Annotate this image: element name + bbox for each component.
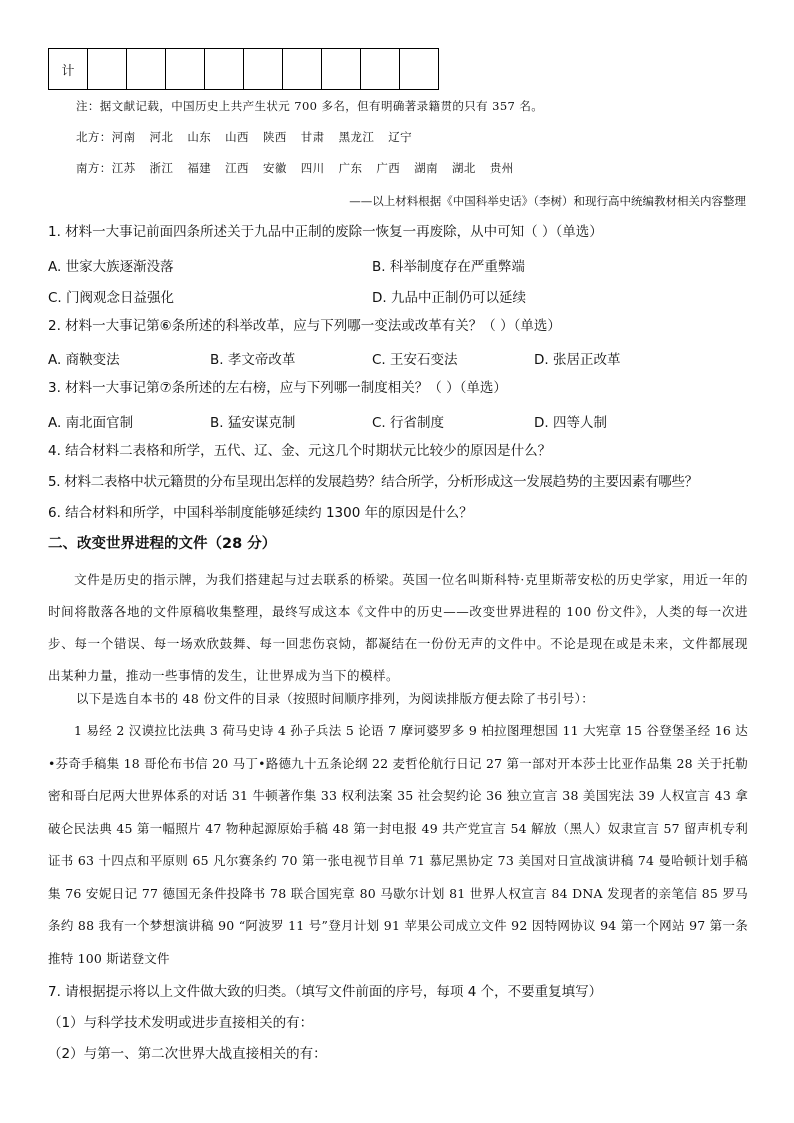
q3-option-d[interactable]: D. 四等人制 xyxy=(534,415,607,431)
question-4: 4. 结合材料二表格和所学，五代、辽、金、元这几个时期状元比较少的原因是什么？ xyxy=(48,443,552,459)
q2-option-b[interactable]: B. 孝文帝改革 xyxy=(210,352,296,368)
province-item: 广东 xyxy=(338,161,363,175)
section-heading-2: 二、改变世界进程的文件（28 分） xyxy=(48,536,277,552)
q2-option-a[interactable]: A. 商鞅变法 xyxy=(48,352,120,368)
province-item: 山西 xyxy=(225,130,249,144)
province-item: 辽宁 xyxy=(388,130,413,144)
table-note: 注：据文献记载，中国历史上共产生状元 700 多名，但有明确著录籍贯的只有 357 名。 xyxy=(76,99,544,113)
north-region-row xyxy=(76,128,426,146)
question-5: 5. 材料二表格中状元籍贯的分布呈现出怎样的发展趋势？结合所学，分析形成这一发展趋势的主要因素有哪些？ xyxy=(48,474,698,490)
q3-option-a[interactable]: A. 南北面官制 xyxy=(48,415,134,431)
q2-option-c[interactable]: C. 王安石变法 xyxy=(372,352,458,368)
intro-paragraph xyxy=(48,564,748,692)
table-cell xyxy=(127,49,166,90)
province-item: 陕西 xyxy=(262,130,287,144)
question-7: 7. 请根据提示将以上文件做大致的归类。（填写文件前面的序号，每项 4 个，不要重复填写） xyxy=(48,984,603,1000)
table-row xyxy=(49,49,439,90)
question-7-part-1: （1）与科学技术发明或进步直接相关的有： xyxy=(48,1015,314,1031)
q1-option-b[interactable]: B. 科举制度存在严重弊端 xyxy=(372,259,525,275)
q1-option-d[interactable]: D. 九品中正制仍可以延续 xyxy=(372,290,526,306)
province-item: 河南 xyxy=(111,130,136,144)
table-cell xyxy=(400,49,439,90)
source-citation: ——以上材料根据《中国科举史话》（李树）和现行高中统编教材相关内容整理 xyxy=(349,194,746,208)
q2-option-d[interactable]: D. 张居正改革 xyxy=(534,352,621,368)
table-cell xyxy=(361,49,400,90)
province-item: 福建 xyxy=(187,161,212,175)
table-cell xyxy=(205,49,244,90)
province-item: 浙江 xyxy=(149,161,174,175)
table-cell xyxy=(88,49,127,90)
table-cell xyxy=(244,49,283,90)
question-2: 2. 材料一大事记第⑥条所述的科举改革，应与下列哪一变法或改革有关？（ ）（单选） xyxy=(48,318,561,334)
table-cell-total: 计 xyxy=(49,49,88,90)
q3-option-c[interactable]: C. 行省制度 xyxy=(372,415,445,431)
north-region-label: 北方： xyxy=(76,130,112,144)
table-cell xyxy=(283,49,322,90)
table-cell xyxy=(166,49,205,90)
question-7-part-2: （2）与第一、第二次世界大战直接相关的有： xyxy=(48,1046,327,1062)
province-item: 广西 xyxy=(376,161,401,175)
question-1: 1. 材料一大事记前面四条所述关于九品中正制的废除一恢复一再废除，从中可知（ ）（单选） xyxy=(48,224,603,240)
province-item: 甘肃 xyxy=(300,130,325,144)
q1-option-a[interactable]: A. 世家大族逐渐没落 xyxy=(48,259,174,275)
province-item: 四川 xyxy=(300,161,325,175)
q3-option-b[interactable]: B. 猛安谋克制 xyxy=(210,415,296,431)
province-item: 河北 xyxy=(149,130,174,144)
document-list-text: 1 易经 2 汉谟拉比法典 3 荷马史诗 4 孙子兵法 5 论语 7 摩诃婆罗多 9 柏拉图理想国 11 大宪章 15 谷登堡圣经 16 达•芬奇手稿集 18 哥伦布书信 20 马丁•路德九十五条论纲 22 麦哲伦航行日记 27 第一部对开本莎士比亚作品集 28 关于托勒密和哥白尼两大世界体系的对话 31 牛顿著作集 33 权利法案 35 社会契约论 36 独立宣言 38 美国宪法 39 人权宣言 43 拿破仑民法典 45 第一幅照片 47 物种起源原始手稿 48 第一封电报 49 共产党宣言 54 解放（黑人）奴隶宣言 57 留声机专利证书 63 十四点和平原则 65 凡尔赛条约 70 第一张电视节目单 71 慕尼黑协定 73 美国对日宣战演讲稿 74 曼哈顿计划手稿集 76 安妮日记 77 德国无条件投降书 78 联合国宪章 80 马歇尔计划 81 世界人权宣言 84 DNA 发现者的亲笔信 85 罗马条约 88 我有一个梦想演讲稿 90 “阿波罗 11 号”登月计划 91 苹果公司成立文件 92 因特网协议 94 第一个网站 97 第一条推特 100 斯诺登文件 xyxy=(48,723,748,966)
status-table-fragment xyxy=(48,48,439,90)
document-list xyxy=(48,715,748,975)
intro-text: 文件是历史的指示牌，为我们搭建起与过去联系的桥梁。英国一位名叫斯科特·克里斯蒂安松的历史学家，用近一年的时间将散落各地的文件原稿收集整理，最终写成这本《文件中的历史——改变世界进程的 100 份文件》，人类的每一次进步、每一个错误、每一场欢欣鼓舞、每一回悲伤哀恸，都凝结在一份份无声的文件中。不论是现在或是未来，文件都展现出某种力量，推动一些事情的发生，让世界成为当下的模样。 xyxy=(48,572,748,683)
province-item: 黑龙江 xyxy=(338,130,375,144)
province-item: 湖北 xyxy=(452,161,476,175)
province-item: 江苏 xyxy=(111,161,136,175)
province-item: 江西 xyxy=(225,161,249,175)
q1-option-c[interactable]: C. 门阀观念日益强化 xyxy=(48,290,175,306)
province-item: 贵州 xyxy=(489,161,514,175)
question-6: 6. 结合材料和所学，中国科举制度能够延续约 1300 年的原因是什么？ xyxy=(48,505,473,521)
question-3: 3. 材料一大事记第⑦条所述的左右榜，应与下列哪一制度相关？（ ）（单选） xyxy=(48,380,507,396)
province-item: 湖南 xyxy=(414,161,439,175)
province-item: 安徽 xyxy=(262,161,287,175)
south-region-label: 南方： xyxy=(76,161,112,175)
province-item: 山东 xyxy=(187,130,212,144)
south-region-row xyxy=(76,159,528,177)
list-intro: 以下是选自本书的 48 份文件的目录（按照时间顺序排列，为阅读排版方便去除了书引号）： xyxy=(76,691,595,706)
table-cell xyxy=(322,49,361,90)
